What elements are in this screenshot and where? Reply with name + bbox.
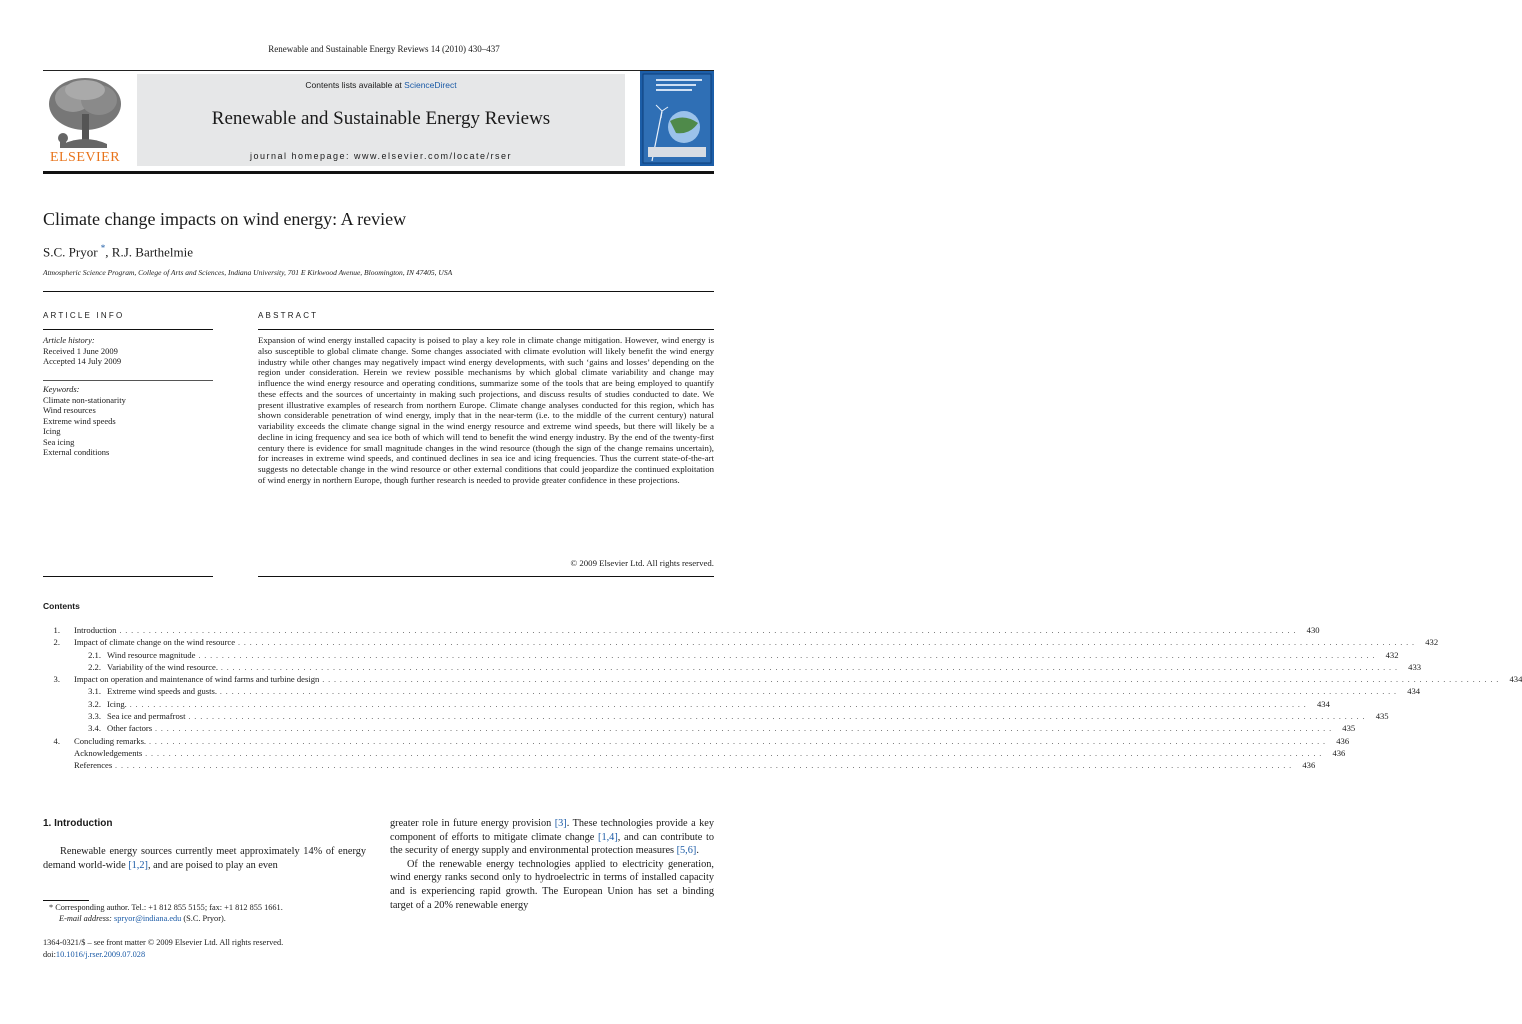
- toc-entry-title[interactable]: Impact of climate change on the wind resource: [74, 637, 236, 648]
- abstract-copyright: © 2009 Elsevier Ltd. All rights reserved.: [570, 558, 714, 568]
- article-info-heading: ARTICLE INFO: [43, 311, 125, 320]
- toc-entry-page: 434: [1316, 698, 1330, 709]
- citation-link[interactable]: [3]: [554, 818, 567, 829]
- contents-availability-text: Contents lists available at: [305, 80, 405, 90]
- body-text: , and are poised to play an even: [147, 859, 278, 871]
- toc-entry-page: 435: [1375, 711, 1389, 722]
- toc-leader-dots: . . . . . . . . . . . . . . . . . . . . . . . . . . . . . . . . . . . . . . . . . . . . . . . . . . . . . . . . . . . . . . . . . . . . . . . . . . . . . . . . . . . . . . . . . . . . . . . . . . . . . . . . . . . . . . . . . . . . . . . . . . . . . . . . . . . . . . . . . . . . . . . . . . . . . . . . . . . . . . . . . . . . . . . . . . . . . . . . . . . . . . . . . . . . . . . . . . . . . . . .: [220, 688, 1398, 697]
- toc-entry-number: 4.: [53, 735, 60, 746]
- section-heading-introduction: 1. Introduction: [43, 818, 113, 829]
- toc-entry[interactable]: [43, 649, 1399, 662]
- toc-entry-title[interactable]: References: [74, 760, 113, 771]
- toc-entry[interactable]: [43, 625, 1320, 637]
- citation-link[interactable]: [1,4]: [598, 831, 618, 843]
- toc-entry[interactable]: [43, 698, 1330, 711]
- received-date: Received 1 June 2009: [43, 345, 118, 356]
- header-top-rule: [43, 70, 714, 71]
- toc-entry[interactable]: [43, 674, 1522, 686]
- toc-entry-title[interactable]: Wind resource magnitude: [107, 649, 196, 660]
- footnote-rule: [43, 900, 89, 901]
- abstract-bottom-rule: [258, 576, 714, 577]
- article-info-rule: [43, 329, 213, 330]
- toc-entry-page: 436: [1332, 747, 1346, 758]
- corresponding-author-note: * Corresponding author. Tel.: +1 812 855 5155; fax: +1 812 855 1661.: [49, 903, 283, 912]
- toc-entry-number: 2.: [53, 637, 60, 648]
- keywords-block: [43, 384, 126, 458]
- keyword: Icing: [43, 426, 61, 436]
- body-text: .: [696, 845, 699, 857]
- author-pryor[interactable]: S.C. Pryor: [43, 244, 101, 260]
- keywords-label: Keywords:: [43, 384, 80, 394]
- toc-entry[interactable]: [43, 723, 1356, 735]
- keyword: Sea icing: [43, 436, 75, 447]
- corresponding-author-mark[interactable]: *: [100, 243, 106, 253]
- article-info-top-rule: [43, 291, 714, 292]
- doi-label: doi:: [43, 949, 56, 959]
- toc-entry-page: 432: [1425, 637, 1439, 648]
- toc-entry-page: 434: [1509, 674, 1522, 685]
- toc-entry-number: 1.: [53, 625, 60, 635]
- header-bottom-rule: [43, 171, 714, 174]
- toc-entry-page: 433: [1408, 661, 1422, 672]
- body-paragraph: Of the renewable energy technologies applied to electricity generation, wind energy ranks second only to hydroelectric in terms of installed capacity and is experiencing rapid growth. The European Union has set a binding target of a 20% renewable energy: [390, 858, 714, 911]
- toc-entry-page: 436: [1336, 735, 1350, 746]
- keyword: Climate non-stationarity: [43, 394, 126, 405]
- keyword: External conditions: [43, 447, 110, 457]
- accepted-date: Accepted 14 July 2009: [43, 356, 122, 366]
- toc-entry[interactable]: [43, 747, 1346, 760]
- body-text: , and can contribute to the security of energy supply and environmental protection measures: [390, 831, 714, 857]
- toc-entry[interactable]: [43, 686, 1421, 698]
- toc-entry[interactable]: [43, 637, 1439, 649]
- citation-link[interactable]: [5,6]: [676, 845, 697, 857]
- toc-leader-dots: . . . . . . . . . . . . . . . . . . . . . . . . . . . . . . . . . . . . . . . . . . . . . . . . . . . . . . . . . . . . . . . . . . . . . . . . . . . . . . . . . . . . . . . . . . . . . . . . . . . . . . . . . . . . . . . . . . . . . . . . . . . . . . . . . . . . . . . . . . . . . . . . . . . . . . . . . . . . . . . . . . . . . . . . . . . . . . . . . . . . . . . . . . . . . . . . . . . . . . . .: [155, 725, 1333, 734]
- citation-link[interactable]: [1,2]: [128, 859, 148, 871]
- abstract-heading: ABSTRACT: [258, 311, 319, 320]
- toc-entry-title[interactable]: Acknowledgements: [74, 747, 143, 758]
- body-column-left: [43, 845, 366, 872]
- email-line: [43, 914, 373, 925]
- toc-entry-page: 434: [1407, 686, 1421, 697]
- keyword: Wind resources: [43, 405, 96, 415]
- body-text: . These technologies provide a key component of efforts to mitigate climate change: [390, 818, 715, 843]
- toc-leader-dots: . . . . . . . . . . . . . . . . . . . . . . . . . . . . . . . . . . . . . . . . . . . . . . . . . . . . . . . . . . . . . . . . . . . . . . . . . . . . . . . . . . . . . . . . . . . . . . . . . . . . . . . . . . . . . . . . . . . . . . . . . . . . . . . . . . . . . . . . . . . . . . . . . . . . . . . . . . . . . . . . . . . . . . . . . . . . . . . . . . . . . . . . . . . . . . . . . . . . . . . .: [198, 651, 1376, 660]
- toc-leader-dots: . . . . . . . . . . . . . . . . . . . . . . . . . . . . . . . . . . . . . . . . . . . . . . . . . . . . . . . . . . . . . . . . . . . . . . . . . . . . . . . . . . . . . . . . . . . . . . . . . . . . . . . . . . . . . . . . . . . . . . . . . . . . . . . . . . . . . . . . . . . . . . . . . . . . . . . . . . . . . . . . . . . . . . . . . . . . . . . . . . . . . . . . . . . . . . . . . . . . . . . .: [238, 639, 1416, 648]
- toc-entry-page: 436: [1302, 760, 1316, 771]
- body-column-right: [390, 817, 714, 912]
- toc-entry-title[interactable]: Introduction: [74, 625, 117, 635]
- toc-leader-dots: . . . . . . . . . . . . . . . . . . . . . . . . . . . . . . . . . . . . . . . . . . . . . . . . . . . . . . . . . . . . . . . . . . . . . . . . . . . . . . . . . . . . . . . . . . . . . . . . . . . . . . . . . . . . . . . . . . . . . . . . . . . . . . . . . . . . . . . . . . . . . . . . . . . . . . . . . . . . . . . . . . . . . . . . . . . . . . . . . . . . . . . . . . . . . . . . . . . . . . . .: [188, 713, 1366, 722]
- history-keywords-divider: [43, 380, 213, 381]
- toc-entry-page: 432: [1385, 649, 1399, 660]
- sciencedirect-link[interactable]: ScienceDirect: [404, 80, 457, 90]
- toc-entry-title[interactable]: Icing.: [107, 698, 127, 709]
- table-of-contents: [43, 625, 1522, 773]
- journal-citation: Renewable and Sustainable Energy Reviews 14 (2010) 430–437: [268, 44, 500, 54]
- body-text: Renewable energy sources currently meet approximately 14% of energy demand world-wide: [43, 846, 366, 871]
- footnote: [43, 903, 373, 924]
- journal-cover-image[interactable]: [640, 71, 714, 166]
- body-text: greater role in future energy provision: [390, 818, 555, 829]
- toc-entry-title[interactable]: Extreme wind speeds and gusts.: [107, 686, 218, 697]
- toc-leader-dots: . . . . . . . . . . . . . . . . . . . . . . . . . . . . . . . . . . . . . . . . . . . . . . . . . . . . . . . . . . . . . . . . . . . . . . . . . . . . . . . . . . . . . . . . . . . . . . . . . . . . . . . . . . . . . . . . . . . . . . . . . . . . . . . . . . . . . . . . . . . . . . . . . . . . . . . . . . . . . . . . . . . . . . . . . . . . . . . . . . . . . . . . . . . . . . . . . . . . . . . .: [220, 663, 1399, 672]
- author-list: [43, 243, 193, 260]
- front-matter-text: 1364-0321/$ – see front matter © 2009 Elsevier Ltd. All rights reserved.: [43, 938, 284, 947]
- toc-entry-title[interactable]: Impact on operation and maintenance of wind farms and turbine design: [74, 674, 320, 685]
- toc-entry[interactable]: [43, 661, 1422, 674]
- toc-entry-number: 2.1.: [88, 649, 101, 660]
- author-barthelmie[interactable]: , R.J. Barthelmie: [105, 244, 194, 260]
- toc-entry-page: 430: [1306, 625, 1320, 635]
- author-affiliation: Atmospheric Science Program, College of Arts and Sciences, Indiana University, 701 E Kirkwood Avenue, Bloomington, IN 47405, USA: [43, 268, 453, 277]
- toc-leader-dots: . . . . . . . . . . . . . . . . . . . . . . . . . . . . . . . . . . . . . . . . . . . . . . . . . . . . . . . . . . . . . . . . . . . . . . . . . . . . . . . . . . . . . . . . . . . . . . . . . . . . . . . . . . . . . . . . . . . . . . . . . . . . . . . . . . . . . . . . . . . . . . . . . . . . . . . . . . . . . . . . . . . . . . . . . . . . . . . . . . . . . . . . . . . . . . . . . . . . . . . .: [145, 749, 1323, 758]
- toc-entry-number: 2.2.: [88, 661, 101, 672]
- contents-heading: Contents: [43, 601, 80, 611]
- body-paragraph: [390, 817, 714, 858]
- contents-availability: [137, 80, 625, 90]
- toc-entry-number: 3.2.: [88, 698, 101, 709]
- toc-entry-title[interactable]: Concluding remarks.: [74, 735, 147, 746]
- toc-leader-dots: . . . . . . . . . . . . . . . . . . . . . . . . . . . . . . . . . . . . . . . . . . . . . . . . . . . . . . . . . . . . . . . . . . . . . . . . . . . . . . . . . . . . . . . . . . . . . . . . . . . . . . . . . . . . . . . . . . . . . . . . . . . . . . . . . . . . . . . . . . . . . . . . . . . . . . . . . . . . . . . . . . . . . . . . . . . . . . . . . . . . . . . . . . . . . . . . . . . . . . . .: [119, 627, 1297, 635]
- journal-name: Renewable and Sustainable Energy Reviews: [211, 108, 551, 129]
- publisher-wordmark: ELSEVIER: [49, 150, 121, 165]
- toc-leader-dots: . . . . . . . . . . . . . . . . . . . . . . . . . . . . . . . . . . . . . . . . . . . . . . . . . . . . . . . . . . . . . . . . . . . . . . . . . . . . . . . . . . . . . . . . . . . . . . . . . . . . . . . . . . . . . . . . . . . . . . . . . . . . . . . . . . . . . . . . . . . . . . . . . . . . . . . . . . . . . . . . . . . . . . . . . . . . . . . . . . . . . . . . . . . . . . . . . . . . . . . .: [115, 762, 1293, 771]
- toc-entry-number: 3.: [53, 674, 60, 685]
- toc-leader-dots: . . . . . . . . . . . . . . . . . . . . . . . . . . . . . . . . . . . . . . . . . . . . . . . . . . . . . . . . . . . . . . . . . . . . . . . . . . . . . . . . . . . . . . . . . . . . . . . . . . . . . . . . . . . . . . . . . . . . . . . . . . . . . . . . . . . . . . . . . . . . . . . . . . . . . . . . . . . . . . . . . . . . . . . . . . . . . . . . . . . . . . . . . . . . . . . . . . . . . . . .: [129, 700, 1307, 709]
- journal-homepage[interactable]: journal homepage: www.elsevier.com/locate/rser: [249, 151, 513, 161]
- toc-entry-number: 3.4.: [88, 723, 101, 734]
- email-suffix: (S.C. Pryor).: [181, 913, 226, 923]
- doi-link[interactable]: 10.1016/j.rser.2009.07.028: [55, 949, 146, 959]
- doi-line: [43, 949, 283, 961]
- toc-entry[interactable]: [43, 735, 1350, 748]
- abstract-text: Expansion of wind energy installed capacity is poised to play a key role in climate change mitigation. However, wind energy is also susceptible to global climate change. Some changes associated with climate evolution will likely benefit the wind energy industry while other changes may negatively impact wind energy developments, with such ‘gains and losses’ depending on the region under consideration. Herein we review possible mechanisms by which global climate variability and change may influence the wind energy resource and operating conditions, summarize some of the tools that are being employed to quantify these effects and the sources of uncertainty in making such projections, and discuss results of studies conducted to date. We present illustrative examples of research from northern Europe. Climate change analyses conducted for this region, which has shown considerable penetration of wind energy, imply that in the near-term (i.e. to the middle of the current century) natural variability exceeds the climate change signal in the wind energy resource and extreme wind speeds, but there will likely be a decline in icing frequency and sea ice both of which will tend to benefit the wind energy industry. By the end of the twenty-first century there is evidence for small magnitude changes in the wind resource (though the sign of the change remains uncertain), for increases in extreme wind speeds, and continued declines in sea ice and icing frequencies. Thus the current state-of-the-art suggests no detectable change in the wind resource or other external conditions that could jeopardize the continued exploitation of wind energy in northern Europe, though further research is needed to provide greater confidence in these projections.: [258, 335, 714, 485]
- article-title: Climate change impacts on wind energy: A review: [43, 209, 407, 229]
- abstract-rule: [258, 329, 714, 330]
- toc-entry-title[interactable]: Sea ice and permafrost: [107, 711, 186, 722]
- toc-entry[interactable]: [43, 760, 1316, 772]
- toc-entry-page: 435: [1342, 723, 1356, 734]
- front-matter: [43, 937, 283, 960]
- toc-entry-number: 3.3.: [88, 711, 101, 722]
- toc-leader-dots: . . . . . . . . . . . . . . . . . . . . . . . . . . . . . . . . . . . . . . . . . . . . . . . . . . . . . . . . . . . . . . . . . . . . . . . . . . . . . . . . . . . . . . . . . . . . . . . . . . . . . . . . . . . . . . . . . . . . . . . . . . . . . . . . . . . . . . . . . . . . . . . . . . . . . . . . . . . . . . . . . . . . . . . . . . . . . . . . . . . . . . . . . . . . . . . . . . . . . . . .: [149, 737, 1327, 746]
- keyword: Extreme wind speeds: [43, 415, 116, 426]
- toc-entry-title[interactable]: Other factors: [107, 723, 153, 734]
- toc-leader-dots: . . . . . . . . . . . . . . . . . . . . . . . . . . . . . . . . . . . . . . . . . . . . . . . . . . . . . . . . . . . . . . . . . . . . . . . . . . . . . . . . . . . . . . . . . . . . . . . . . . . . . . . . . . . . . . . . . . . . . . . . . . . . . . . . . . . . . . . . . . . . . . . . . . . . . . . . . . . . . . . . . . . . . . . . . . . . . . . . . . . . . . . . . . . . . . . . . . . . . . . .: [322, 676, 1500, 685]
- article-history-label: Article history:: [43, 335, 95, 345]
- journal-cover-icon: [640, 71, 714, 166]
- toc-entry-number: 3.1.: [88, 686, 101, 697]
- article-history: [43, 335, 121, 367]
- toc-entry[interactable]: [43, 711, 1389, 723]
- email-label: E-mail address:: [59, 913, 114, 923]
- article-info-bottom-rule: [43, 576, 213, 577]
- email-link[interactable]: spryor@indiana.edu: [114, 913, 182, 923]
- toc-entry-title[interactable]: Variability of the wind resource.: [107, 661, 218, 672]
- elsevier-logo[interactable]: [43, 74, 127, 166]
